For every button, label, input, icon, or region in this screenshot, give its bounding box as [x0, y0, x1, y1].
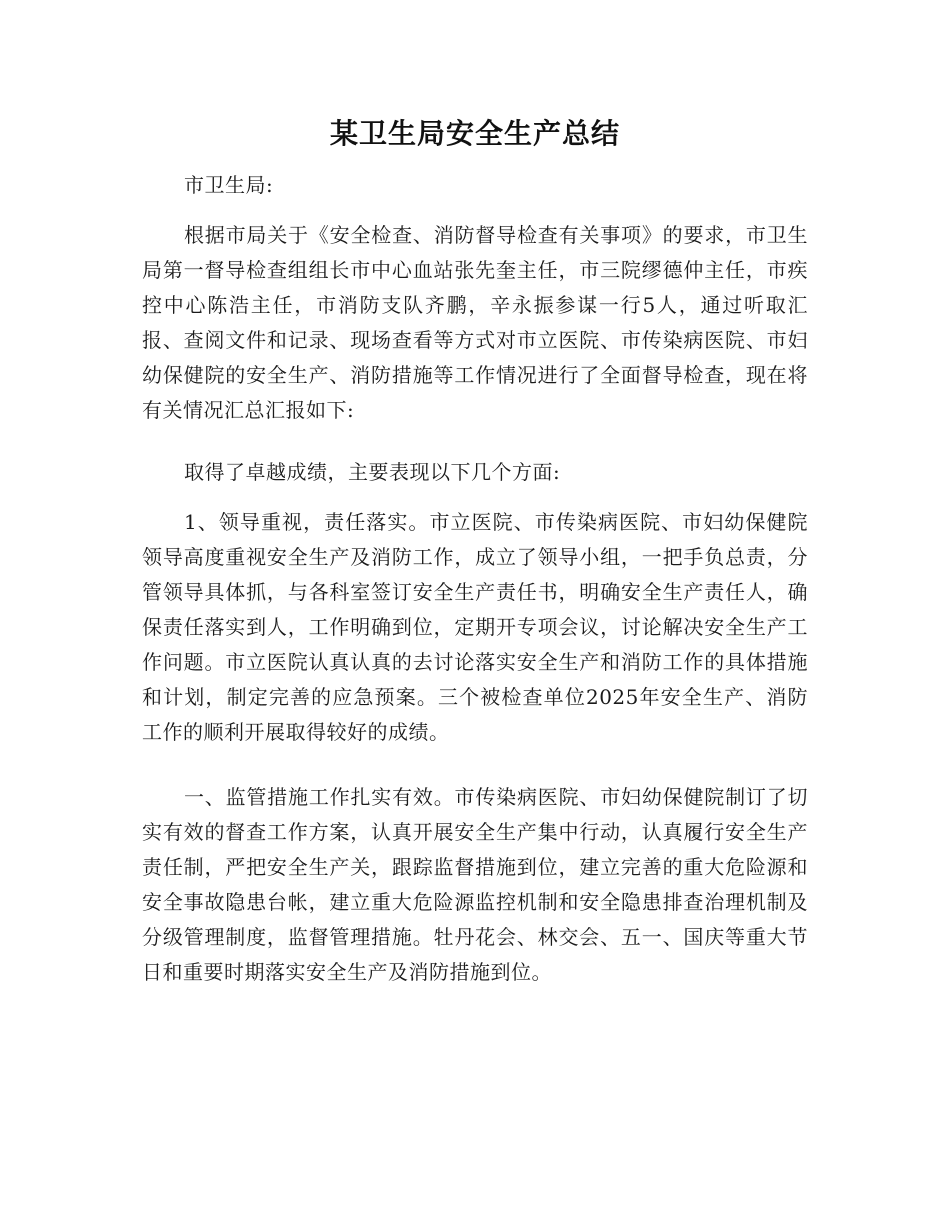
document-title: 某卫生局安全生产总结	[329, 117, 620, 150]
salutation: 市卫生局:	[184, 173, 274, 197]
paragraph-achievements-intro: 取得了卓越成绩，主要表现以下几个方面:	[184, 460, 561, 484]
paragraph-supervision-measures: 一、监管措施工作扎实有效。市传染病医院、市妇幼保健院制订了切实有效的督查工作方案，认真开展安全生产集中行动，认真履行安全生产责任制，严把安全生产关，跟踪监督措施到位，建立完善的重大危险源和安全事故隐患台帐，建立重大危险源监控机制和安全隐患排查治理机制及分级管理制度，监督管理措施。牡丹花会、林交会、五一、国庆等重大节日和重要时期落实安全生产及消防措施到位。	[142, 785, 808, 984]
paragraph-inspection-overview: 根据市局关于《安全检查、消防督导检查有关事项》的要求，市卫生局第一督导检查组组长市中心血站张先奎主任，市三院缪德仲主任，市疾控中心陈浩主任，市消防支队齐鹏，辛永振参谋一行5人，通过听取汇报、查阅文件和记录、现场查看等方式对市立医院、市传染病医院、市妇幼保健院的安全生产、消防措施等工作情况进行了全面督导检查，现在将有关情况汇总汇报如下:	[142, 223, 808, 422]
paragraph-leadership-responsibility: 1、领导重视，责任落实。市立医院、市传染病医院、市妇幼保健院领导高度重视安全生产及消防工作，成立了领导小组，一把手负总责，分管领导具体抓，与各科室签订安全生产责任书，明确安全生产责任人，确保责任落实到人，工作明确到位，定期开专项会议，讨论解决安全生产工作问题。市立医院认真认真的去讨论落实安全生产和消防工作的具体措施和计划，制定完善的应急预案。三个被检查单位2025年安全生产、消防工作的顺利开展取得较好的成绩。	[142, 510, 808, 744]
